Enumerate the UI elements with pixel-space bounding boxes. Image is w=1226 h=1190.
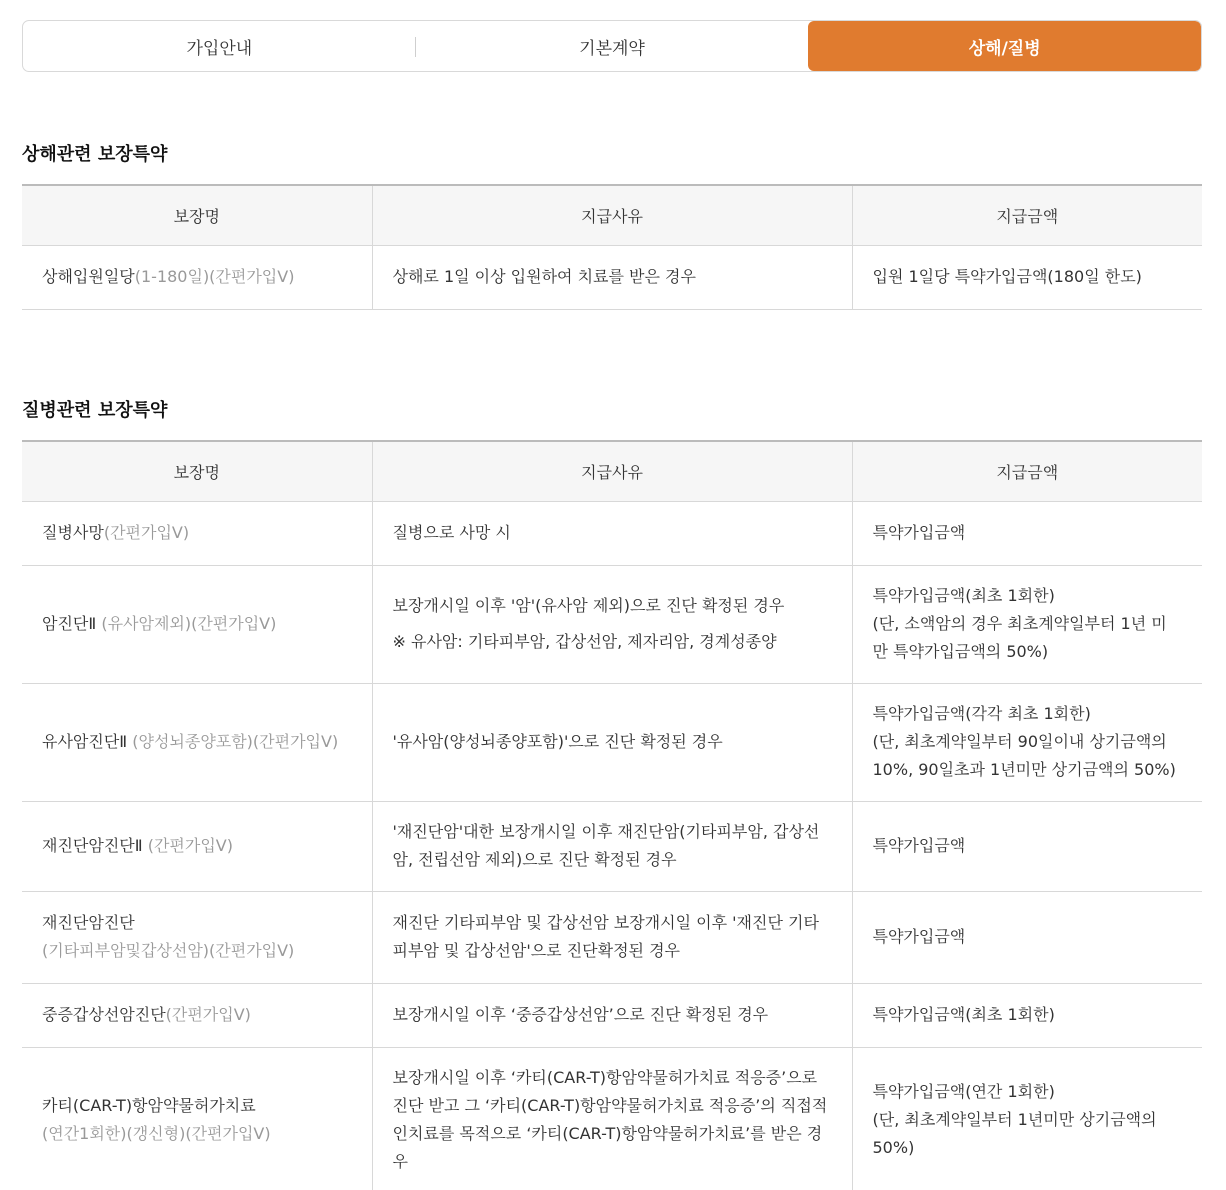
payment-reason-cell: '재진단암'대한 보장개시일 이후 재진단암(기타피부암, 갑상선암, 전립선암 제외)으로 진단 확정된 경우 [372,801,852,891]
payment-amount: 특약가입금액(각각 최초 1회한) [872,704,1091,723]
payment-amount-cell: 특약가입금액 [852,891,1202,983]
table-row [22,801,1202,891]
coverage-name-sub: (연간1회한)(갱신형)(간편가입Ⅴ) [42,1124,271,1143]
payment-amount-cell [852,683,1202,801]
payment-reason-cell: 보장개시일 이후 ‘카티(CAR-T)항암약물허가치료 적응증’으로 진단 받고 그 ‘카티(CAR-T)항암약물허가치료 적응증’의 직접적인치료를 목적으로 ‘카티(CAR-T)항암약물허가치료’를 받은 경우 [372,1047,852,1190]
coverage-name-cell [22,565,372,683]
column-header-payment-amount: 지급금액 [852,185,1202,245]
payment-amount-cell: 특약가입금액 [852,501,1202,565]
tab-injury-disease[interactable]: 상해/질병 [808,21,1201,71]
payment-amount-cell [852,1047,1202,1190]
tab-signup-guide[interactable]: 가입안내 [23,21,416,71]
table-header-row [22,441,1202,501]
column-header-payment-amount: 지급금액 [852,441,1202,501]
coverage-name-sub: (간편가입Ⅴ) [165,1005,251,1024]
payment-amount: 특약가입금액(연간 1회한) [872,1082,1055,1101]
coverage-name-cell [22,501,372,565]
table-row [22,983,1202,1047]
payment-amount-note: (단, 소액암의 경우 최초계약일부터 1년 미만 특약가입금액의 50%) [872,614,1167,661]
table-row [22,245,1202,309]
payment-reason: 보장개시일 이후 '암'(유사암 제외)으로 진단 확정된 경우 [392,596,785,615]
coverage-name-cell [22,245,372,309]
payment-amount-cell: 입원 1일당 특약가입금액(180일 한도) [852,245,1202,309]
coverage-name-sub: (간편가입Ⅴ) [103,523,190,542]
disease-coverage-table [22,440,1202,1190]
table-row [22,891,1202,983]
payment-amount: 특약가입금액(최초 1회한) [872,586,1055,605]
column-header-payment-reason: 지급사유 [372,185,852,245]
coverage-name: 상해입원일당 [42,267,135,286]
coverage-name: 카티(CAR-T)항암약물허가치료 [42,1096,256,1115]
coverage-name: 암진단Ⅱ [42,614,97,633]
coverage-name-sub: (간편가입Ⅴ) [147,836,233,855]
coverage-name: 유사암진단Ⅱ [42,732,128,751]
coverage-name: 중증갑상선암진단 [42,1005,166,1024]
payment-amount-note: (단, 최초계약일부터 1년미만 상기금액의 50%) [872,1110,1157,1157]
payment-reason-cell: 재진단 기타피부암 및 갑상선암 보장개시일 이후 '재진단 기타피부암 및 갑상선암'으로 진단확정된 경우 [372,891,852,983]
table-header-row [22,185,1202,245]
payment-reason-cell: 질병으로 사망 시 [372,501,852,565]
column-header-coverage-name: 보장명 [22,441,372,501]
payment-amount-cell: 특약가입금액 [852,801,1202,891]
table-row [22,683,1202,801]
coverage-name-cell [22,683,372,801]
section-title-injury: 상해관련 보장특약 [22,144,168,165]
tab-basic-contract[interactable]: 기본계약 [579,38,645,59]
injury-coverage-table [22,184,1202,310]
table-row [22,1047,1202,1190]
table-row [22,565,1202,683]
tab-bar [22,20,1202,72]
payment-amount-cell: 특약가입금액(최초 1회한) [852,983,1202,1047]
payment-reason-cell: 보장개시일 이후 ‘중증갑상선암’으로 진단 확정된 경우 [372,983,852,1047]
payment-reason-cell [372,565,852,683]
coverage-name: 질병사망 [42,523,104,542]
table-row [22,501,1202,565]
section-title-disease: 질병관련 보장특약 [22,400,168,421]
payment-amount-note: (단, 최초계약일부터 90일이내 상기금액의 10%, 90일초과 1년미만 상기금액의 50%) [872,732,1176,779]
payment-reason-cell: 상해로 1일 이상 입원하여 치료를 받은 경우 [372,245,852,309]
coverage-name-sub: (1-180일)(간편가입Ⅴ) [134,267,295,286]
column-header-payment-reason: 지급사유 [372,441,852,501]
payment-reason-cell: '유사암(양성뇌종양포함)'으로 진단 확정된 경우 [372,683,852,801]
coverage-name-cell [22,1047,372,1190]
coverage-name-cell [22,891,372,983]
coverage-name-cell [22,983,372,1047]
coverage-name-sub: (양성뇌종양포함)(간편가입Ⅴ) [132,732,339,751]
column-header-coverage-name: 보장명 [22,185,372,245]
coverage-name-sub: (유사암제외)(간편가입Ⅴ) [101,614,277,633]
coverage-name: 재진단암진단Ⅱ [42,836,143,855]
payment-reason-note: ※ 유사암: 기타피부암, 갑상선암, 제자리암, 경계성종양 [392,632,777,651]
coverage-name-cell [22,801,372,891]
payment-amount-cell [852,565,1202,683]
coverage-name: 재진단암진단 [42,913,135,932]
coverage-name-sub: (기타피부암및갑상선암)(간편가입Ⅴ) [42,941,295,960]
